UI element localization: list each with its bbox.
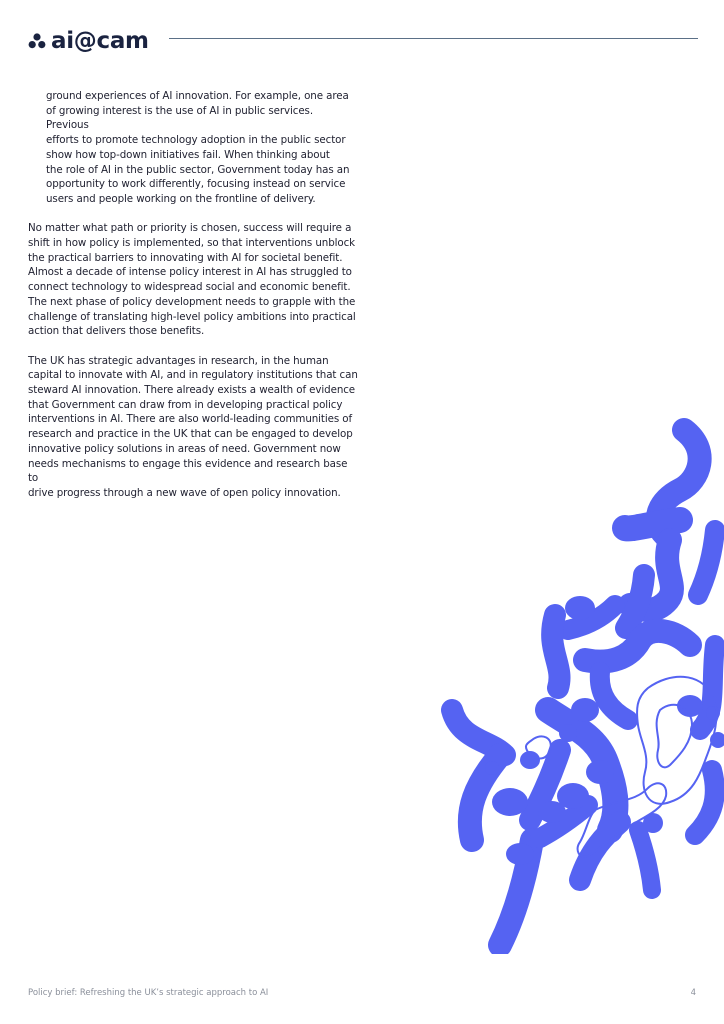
body-text — [28, 89, 358, 515]
header-divider — [169, 38, 698, 39]
page-header — [28, 26, 698, 56]
logo-text: ai@cam — [51, 28, 149, 54]
footer-title: Policy brief: Refreshing the UK’s strategic approach to AI — [28, 988, 269, 998]
indented-paragraph: ground experiences of AI innovation. For example, one area of growing interest is the use of AI in public services. Previous efforts to promote technology adoption in the public sector show how top-down initiatives fail. When thinking about the role of AI in the public sector, Government today has an opportunity to work differently, focusing instead on service users and people working on the frontline of delivery. — [46, 90, 350, 205]
page-number: 4 — [690, 988, 696, 998]
paragraph-1: No matter what path or priority is chosen, success will require a shift in how policy is implemented, so that interventions unblock the practical barriers to innovating with AI for societal benefit. Almost a decade of intense policy interest in AI has struggled to connect technology to widespread social and economic benefit. The next phase of policy development needs to grapple with the challenge of translating high-level policy ambitions into practical action that delivers those benefits. — [28, 222, 356, 338]
paragraph-2: The UK has strategic advantages in research, in the human capital to innovate with AI, and in regulatory institutions that can steward AI innovation. There already exists a wealth of evidence that Government can draw from in developing practical policy interventions in AI. There are also world-leading communities of research and practice in the UK that can be engaged to develop innovative policy solutions in areas of need. Government now needs mechanisms to engage this evidence and research base to drive progress through a new wave of open policy innovation. — [28, 354, 358, 499]
blue-organic-pattern — [430, 410, 724, 954]
three-dots-mark-icon — [28, 32, 46, 50]
logo — [28, 26, 149, 56]
